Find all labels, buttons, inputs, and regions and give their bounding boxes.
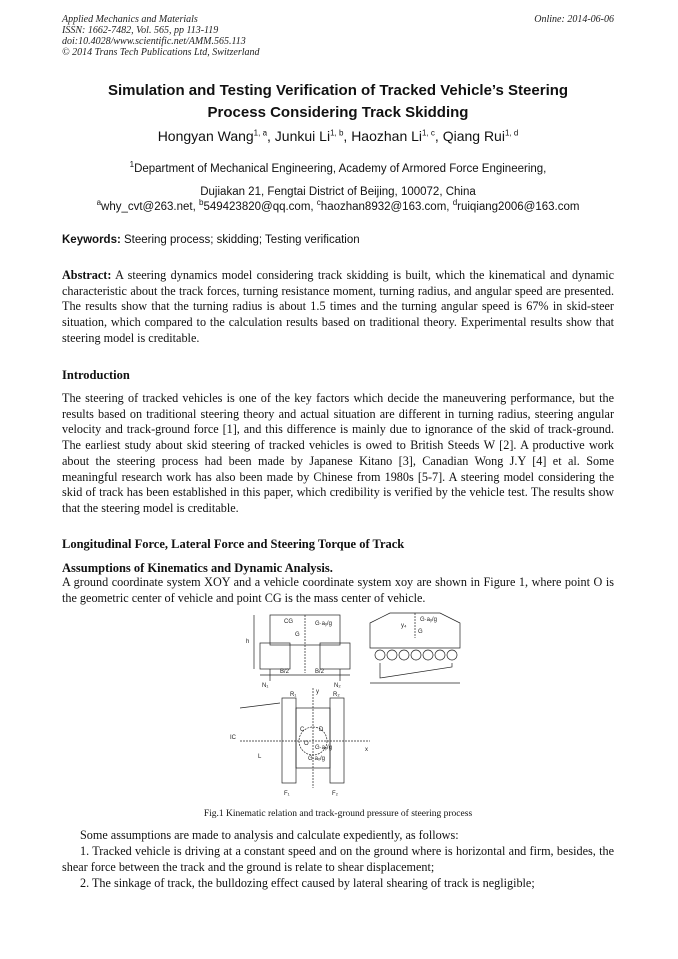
email-link[interactable]: ruiqiang2006@163.com bbox=[457, 200, 580, 213]
plan-inertia-label: G·aᵧ/g bbox=[315, 745, 332, 751]
road-wheel bbox=[387, 650, 397, 660]
n1-label: N₁ bbox=[262, 683, 269, 689]
lateral-inertia-label: G·aₓ/g bbox=[308, 756, 325, 762]
cross-section-diagram bbox=[246, 615, 350, 689]
journal-name: Applied Mechanics and Materials bbox=[62, 14, 198, 25]
keywords bbox=[62, 234, 614, 246]
yg-label: y₄ bbox=[401, 623, 407, 629]
author-sup: 1, a bbox=[253, 128, 268, 138]
abstract bbox=[62, 268, 614, 347]
cg-label: CG bbox=[284, 619, 293, 625]
left-track bbox=[260, 643, 290, 669]
y-label: y bbox=[316, 689, 319, 695]
online-date: Online: 2014-06-06 bbox=[534, 14, 614, 25]
author-sep: , bbox=[267, 128, 275, 144]
affiliation-sup: 1 bbox=[129, 160, 135, 169]
title-line-1: Simulation and Testing Verification of Tracked Vehicle’s Steering bbox=[107, 82, 569, 99]
side-g-label: G bbox=[418, 629, 423, 635]
keywords-label: Keywords: bbox=[62, 234, 121, 246]
affiliation-line-2: Dujiakan 21, Fengtai District of Beijing, 100072, China bbox=[200, 185, 476, 198]
author-sep: , bbox=[434, 128, 443, 144]
x-label: x bbox=[365, 747, 368, 753]
right-track-plan bbox=[330, 698, 344, 783]
journal-issn: ISSN: 1662-7482, Vol. 565, pp 113-119 bbox=[62, 25, 219, 36]
b2-left-label: B/2 bbox=[280, 669, 290, 675]
ic-label: IC bbox=[230, 735, 236, 741]
track-side-diagram bbox=[370, 613, 460, 683]
inertia-label: G·aᵧ/g bbox=[315, 621, 332, 627]
road-wheel bbox=[435, 650, 445, 660]
journal-copyright: © 2014 Trans Tech Publications Ltd, Switzerland bbox=[62, 47, 260, 58]
road-wheel bbox=[423, 650, 433, 660]
road-wheel bbox=[399, 650, 409, 660]
assumption-item-1: 1. Tracked vehicle is driving at a constant speed and on the ground where is horizontal and firm, besides, the shear force between the track and the ground is relate to shear displacement; bbox=[62, 844, 614, 874]
keywords-text: Steering process; skidding; Testing verification bbox=[120, 234, 360, 246]
email-list bbox=[62, 198, 614, 213]
email-sep: , bbox=[192, 200, 199, 213]
subsection-heading: Assumptions of Kinematics and Dynamic Analysis. bbox=[62, 561, 333, 575]
section-text: A ground coordinate system XOY and a vehicle coordinate system xoy are shown in Figure 1, where point O is the geometric center of vehicle and point CG is the mass center of vehicle. bbox=[62, 575, 614, 605]
email-sup: d bbox=[452, 198, 458, 207]
b2-right-label: B/2 bbox=[315, 669, 325, 675]
author-name: Hongyan Wang bbox=[157, 128, 254, 144]
email-link[interactable]: haozhan8932@163.com bbox=[320, 200, 447, 213]
author-name: Junkui Li bbox=[274, 128, 331, 144]
author-name: Haozhan Li bbox=[351, 128, 423, 144]
author-name: Qiang Rui bbox=[442, 128, 505, 144]
pressure-distribution bbox=[380, 663, 452, 678]
g-label: G bbox=[295, 632, 300, 638]
author-list bbox=[62, 128, 614, 144]
track-profile bbox=[370, 613, 460, 648]
journal-meta bbox=[62, 14, 260, 58]
journal-doi: doi:10.4028/www.scientific.net/AMM.565.113 bbox=[62, 36, 246, 47]
assumptions-intro: Some assumptions are made to analysis and calculate expediently, as follows: bbox=[80, 828, 459, 842]
author-sup: 1, d bbox=[504, 128, 519, 138]
affiliation bbox=[62, 153, 614, 204]
email-sup: a bbox=[96, 198, 102, 207]
author-sup: 1, b bbox=[330, 128, 344, 138]
right-track bbox=[320, 643, 350, 669]
introduction-text: The steering of tracked vehicles is one of the key factors which decide the maneuvering performance, but the results based on traditional steering theory and actual situation are different in turning radius, steering angular velocity and track-ground force [1], and this difference is mainly due to ignorance of the skid of track-ground. The earliest study about skid steering of tracked vehicles is owed to British Steeds W [2]. A productive work about the steering process had been made by Japanese Kitano [3], Canadian Wong J.Y [4] et al. Some meaningful research work has also been made by Chinese from 1980s [5-7]. A steering model considering the skid of track has been established in this paper, which credibility is verified by the vehicle test. The results show that the steering model is creditable. bbox=[62, 391, 614, 515]
h-label: h bbox=[246, 639, 250, 645]
road-wheel bbox=[447, 650, 457, 660]
figure-caption: Fig.1 Kinematic relation and track-ground pressure of steering process bbox=[203, 809, 473, 819]
kinematic-figure bbox=[220, 603, 620, 803]
road-wheel bbox=[411, 650, 421, 660]
o-label: O bbox=[304, 741, 309, 747]
affiliation-line-1 bbox=[62, 153, 614, 181]
n2-label: N₂ bbox=[334, 683, 341, 689]
email-link[interactable]: 549423820@qq.com bbox=[203, 200, 311, 213]
section-heading: Longitudinal Force, Lateral Force and Steering Torque of Track bbox=[62, 537, 405, 551]
side-inertia-label: G·aᵧ/g bbox=[420, 617, 437, 623]
author-sup: 1, c bbox=[422, 128, 435, 138]
abstract-text: A steering dynamics model considering track skidding is built, which the kinematical and dynamic characteristic about the track forces, turning resistance moment, turning radius, and angular speed are presented. The results show that the turning radius is about 1.5 times and the turning angular speed is 67% in skid-steer situation, which compared to the calculation results based on traditional theory. Experimental results show that steering model is creditable. bbox=[62, 268, 614, 345]
author-sep: , bbox=[343, 128, 352, 144]
r1-label: R₁ bbox=[290, 692, 297, 698]
left-track-plan bbox=[282, 698, 296, 783]
email-sup: c bbox=[316, 198, 321, 207]
r2-label: R₂ bbox=[333, 692, 340, 698]
paper-title bbox=[62, 80, 614, 124]
l-label: L bbox=[258, 754, 262, 760]
introduction-heading: Introduction bbox=[62, 368, 130, 382]
assumption-item-2: 2. The sinkage of track, the bulldozing effect caused by lateral shearing of track is negligible; bbox=[80, 876, 535, 890]
email-link[interactable]: why_cvt@263.net bbox=[101, 200, 193, 213]
affiliation-text-1: Department of Mechanical Engineering, Academy of Armored Force Engineering, bbox=[134, 162, 547, 175]
email-sup: b bbox=[199, 198, 204, 207]
email-sep: , bbox=[310, 200, 317, 213]
abstract-label: Abstract: bbox=[62, 268, 112, 282]
email-sep: , bbox=[446, 200, 453, 213]
f1-label: F₁ bbox=[284, 791, 290, 797]
f2-label: F₂ bbox=[332, 791, 338, 797]
c-label: C bbox=[300, 727, 305, 733]
title-line-2: Process Considering Track Skidding bbox=[207, 104, 469, 121]
plan-view-diagram bbox=[230, 688, 370, 797]
turning-ray bbox=[240, 703, 280, 708]
road-wheel bbox=[375, 650, 385, 660]
d-label: D bbox=[319, 727, 324, 733]
